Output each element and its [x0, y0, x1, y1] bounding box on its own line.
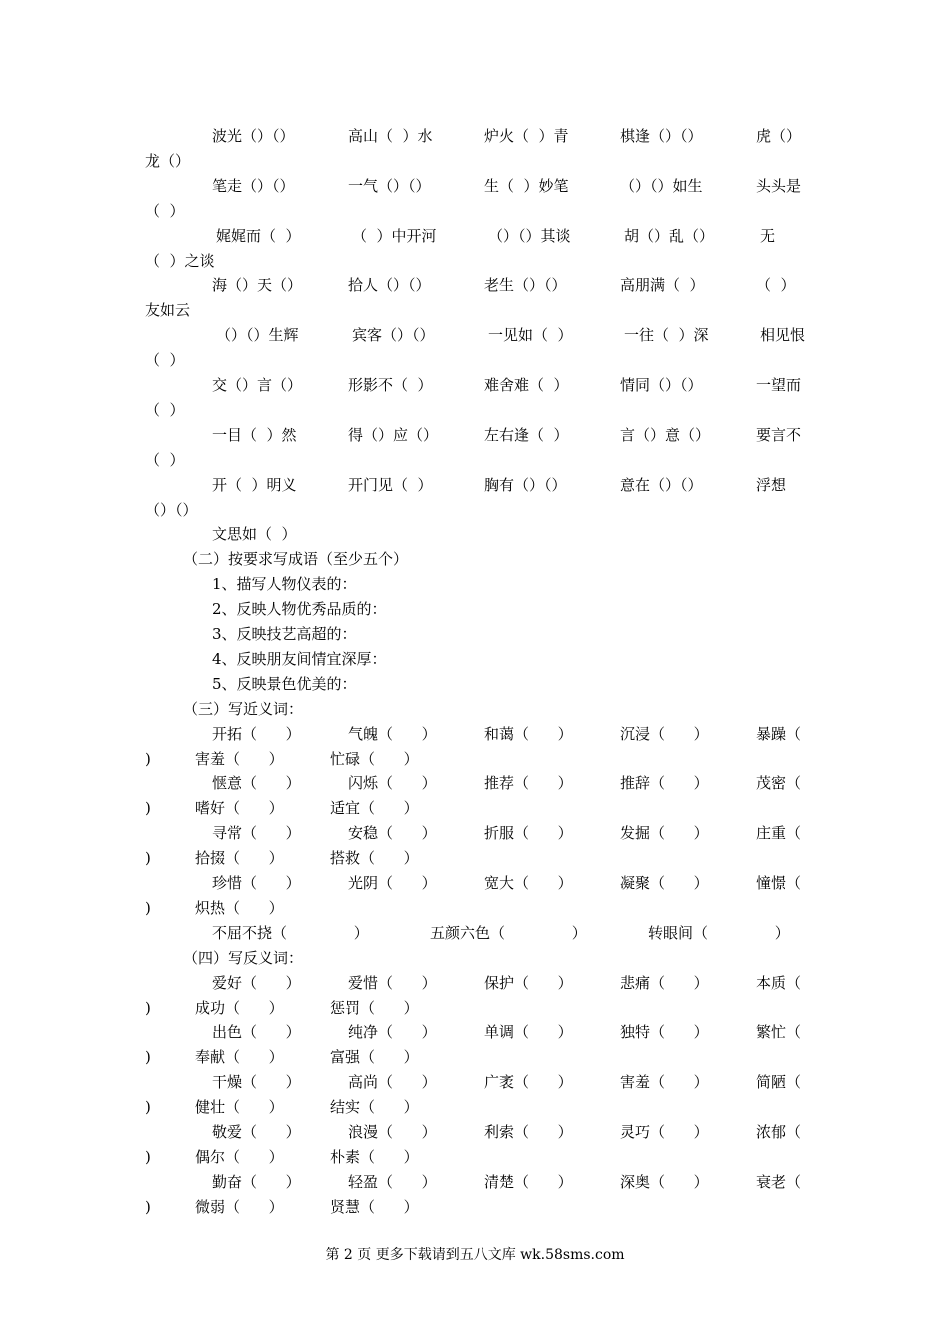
- antonym-row-continuation: [0, 1046, 950, 1068]
- idiom-blank: 高山（ ）水: [348, 127, 433, 145]
- synonym-row: [0, 872, 950, 894]
- idiom-blank: 交（）言（）: [212, 376, 303, 394]
- idiom-blank: 意在（）（）: [620, 476, 703, 494]
- idiom-row: [0, 274, 950, 296]
- idiom-blank: 笔走（）（）: [212, 177, 295, 195]
- idiom-row: [0, 523, 950, 545]
- section-4-title: （四）写反义词：: [183, 949, 304, 967]
- idiom-blank: （ ）中开河: [352, 227, 437, 245]
- idiom-blank: 拾人（）（）: [348, 276, 431, 294]
- idiom-blank: 无: [760, 227, 776, 245]
- idiom-blank: 相见恨: [760, 326, 806, 344]
- synonym-blank: 沉浸（ ）: [620, 725, 709, 743]
- antonym-blank: 结实（ ）: [330, 1098, 419, 1116]
- synonym-blank: 安稳（ ）: [348, 824, 437, 842]
- page-footer: 第 2 页 更多下载请到五八文库 wk.58sms.com: [325, 1247, 625, 1263]
- synonym-blank: 推辞（ ）: [620, 774, 709, 792]
- idiom-blank: 虎（）: [756, 127, 802, 145]
- antonym-row: [0, 1071, 950, 1093]
- requirement-item: [0, 598, 950, 620]
- antonym-row: [0, 1171, 950, 1193]
- synonym-blank: 寻常（ ）: [212, 824, 301, 842]
- idiom-blank: 开（ ）明义: [212, 476, 297, 494]
- antonym-blank: 贤慧（ ）: [330, 1198, 419, 1216]
- antonym-blank: 广袤（ ）: [484, 1073, 573, 1091]
- idiom-blank: 形影不（ ）: [348, 376, 433, 394]
- synonym-blank: 茂密（: [756, 774, 802, 792]
- idiom-blank: 胸有（）（）: [484, 476, 567, 494]
- antonym-blank: 保护（ ）: [484, 974, 573, 992]
- idiom-blank: 头头是: [756, 177, 802, 195]
- idiom-blank: 胡（）乱（）: [624, 227, 715, 245]
- idiom-blank: 开门见（ ）: [348, 476, 433, 494]
- idiom-blank: 浮想: [756, 476, 787, 494]
- antonym-blank: 独特（ ）: [620, 1023, 709, 1041]
- idiom-row: [0, 175, 950, 197]
- synonym-blank: 适宜（ ）: [330, 799, 419, 817]
- antonym-row-continuation: [0, 1096, 950, 1118]
- idiom-blank-wrap: （ ）: [145, 351, 185, 369]
- idiom-blank: 宾客（）（）: [352, 326, 435, 344]
- requirement-text: 1、描写人物仪表的：: [212, 575, 357, 593]
- synonym-blank: 凝聚（ ）: [620, 874, 709, 892]
- idiom-row: [0, 374, 950, 396]
- antonym-row-continuation: [0, 1146, 950, 1168]
- synonym-row: [0, 822, 950, 844]
- idiom-row-continuation: [0, 399, 950, 421]
- antonym-blank: 繁忙（: [756, 1023, 802, 1041]
- antonym-blank: 奉献（ ）: [195, 1048, 284, 1066]
- antonym-row: [0, 972, 950, 994]
- synonym-blank: 不屈不挠（ ）: [212, 924, 369, 942]
- antonym-blank: 惩罚（ ）: [330, 999, 419, 1017]
- synonym-blank: 光阴（ ）: [348, 874, 437, 892]
- synonym-blank: ): [145, 849, 151, 867]
- antonym-blank: 深奥（ ）: [620, 1173, 709, 1191]
- antonym-blank: 偶尔（ ）: [195, 1148, 284, 1166]
- idiom-row-continuation: [0, 349, 950, 371]
- synonym-blank: 推荐（ ）: [484, 774, 573, 792]
- idiom-row: [0, 424, 950, 446]
- idiom-blank: 海（）天（）: [212, 276, 303, 294]
- requirement-text: 2、反映人物优秀品质的：: [212, 600, 387, 618]
- idiom-blank: （）（）生辉: [216, 326, 299, 344]
- antonym-blank: 清楚（ ）: [484, 1173, 573, 1191]
- idiom-blank: 一望而: [756, 376, 802, 394]
- idiom-blank-wrap: （ ）: [145, 401, 185, 419]
- synonym-blank: 庄重（: [756, 824, 802, 842]
- requirement-item: [0, 573, 950, 595]
- antonym-blank: 富强（ ）: [330, 1048, 419, 1066]
- synonym-blank: 害羞（ ）: [195, 750, 284, 768]
- idiom-blank: 娓娓而（ ）: [216, 227, 301, 245]
- idiom-row: [0, 324, 950, 346]
- idiom-blank-wrap: （ ）之谈: [145, 252, 215, 270]
- synonym-blank: 搭救（ ）: [330, 849, 419, 867]
- idiom-blank: 得（）应（）: [348, 426, 439, 444]
- requirement-text: 5、反映景色优美的：: [212, 675, 357, 693]
- idiom-blank: （ ）: [756, 276, 796, 294]
- idiom-blank: 一目（ ）然: [212, 426, 297, 444]
- idiom-blank: （）（）如生: [620, 177, 703, 195]
- synonym-blank: 气魄（ ）: [348, 725, 437, 743]
- synonym-blank: 炽热（ ）: [195, 899, 284, 917]
- idiom-row-continuation: [0, 150, 950, 172]
- idiom-blank: 文思如（ ）: [212, 525, 297, 543]
- antonym-blank: 出色（ ）: [212, 1023, 301, 1041]
- antonym-blank: 朴素（ ）: [330, 1148, 419, 1166]
- antonym-blank: 纯净（ ）: [348, 1023, 437, 1041]
- idiom-blank-wrap: 友如云: [145, 301, 191, 319]
- synonym-blank: 嗜好（ ）: [195, 799, 284, 817]
- idiom-row-continuation: [0, 200, 950, 222]
- requirement-item: [0, 648, 950, 670]
- synonym-blank: 拾掇（ ）: [195, 849, 284, 867]
- section-title: [0, 698, 950, 720]
- synonym-row-continuation: [0, 847, 950, 869]
- antonym-blank: ): [145, 1098, 151, 1116]
- section-title: [0, 947, 950, 969]
- synonym-row-continuation: [0, 748, 950, 770]
- idiom-row-continuation: [0, 499, 950, 521]
- antonym-blank: 浓郁（: [756, 1123, 802, 1141]
- antonym-blank: 单调（ ）: [484, 1023, 573, 1041]
- antonym-blank: 敬爱（ ）: [212, 1123, 301, 1141]
- requirement-text: 3、反映技艺高超的：: [212, 625, 357, 643]
- antonym-blank: ): [145, 1148, 151, 1166]
- antonym-blank: 简陋（: [756, 1073, 802, 1091]
- idiom-row-continuation: [0, 449, 950, 471]
- requirement-item: [0, 673, 950, 695]
- idiom-row-continuation: [0, 299, 950, 321]
- idiom-blank: 一往（ ）深: [624, 326, 709, 344]
- synonym-extra-row: [0, 922, 950, 944]
- idiom-blank: 情同（）（）: [620, 376, 703, 394]
- idiom-blank: 棋逢（）（）: [620, 127, 703, 145]
- antonym-row: [0, 1021, 950, 1043]
- antonym-blank: 利索（ ）: [484, 1123, 573, 1141]
- idiom-row: [0, 125, 950, 147]
- idiom-blank: 炉火（ ）青: [484, 127, 569, 145]
- antonym-blank: 干燥（ ）: [212, 1073, 301, 1091]
- synonym-blank: 宽大（ ）: [484, 874, 573, 892]
- section-title: [0, 548, 950, 570]
- synonym-blank: 惬意（ ）: [212, 774, 301, 792]
- synonym-blank: 转眼间（ ）: [648, 924, 790, 942]
- idiom-row-continuation: [0, 250, 950, 272]
- antonym-blank: ): [145, 1048, 151, 1066]
- section-2-title: （二）按要求写成语（至少五个）: [183, 550, 409, 568]
- synonym-blank: 珍惜（ ）: [212, 874, 301, 892]
- idiom-blank: 高朋满（ ）: [620, 276, 705, 294]
- antonym-row: [0, 1121, 950, 1143]
- synonym-row: [0, 723, 950, 745]
- synonym-blank: ): [145, 799, 151, 817]
- antonym-blank: 灵巧（ ）: [620, 1123, 709, 1141]
- idiom-blank: 左右逢（ ）: [484, 426, 569, 444]
- synonym-blank: 暴躁（: [756, 725, 802, 743]
- idiom-blank-wrap: 龙（）: [145, 152, 191, 170]
- antonym-blank: 浪漫（ ）: [348, 1123, 437, 1141]
- synonym-row: [0, 772, 950, 794]
- antonym-blank: 害羞（ ）: [620, 1073, 709, 1091]
- antonym-blank: 悲痛（ ）: [620, 974, 709, 992]
- antonym-blank: ): [145, 999, 151, 1017]
- synonym-blank: 五颜六色（ ）: [430, 924, 587, 942]
- synonym-blank: 闪烁（ ）: [348, 774, 437, 792]
- synonym-blank: 憧憬（: [756, 874, 802, 892]
- antonym-blank: 衰老（: [756, 1173, 802, 1191]
- antonym-blank: 勤奋（ ）: [212, 1173, 301, 1191]
- idiom-blank: 一气（）（）: [348, 177, 431, 195]
- antonym-blank: 轻盈（ ）: [348, 1173, 437, 1191]
- antonym-blank: 爱好（ ）: [212, 974, 301, 992]
- synonym-row-continuation: [0, 797, 950, 819]
- antonym-blank: 成功（ ）: [195, 999, 284, 1017]
- synonym-blank: 折服（ ）: [484, 824, 573, 842]
- requirement-text: 4、反映朋友间情宜深厚：: [212, 650, 387, 668]
- idiom-row: [0, 474, 950, 496]
- antonym-blank: 高尚（ ）: [348, 1073, 437, 1091]
- idiom-blank: 生（ ）妙笔: [484, 177, 569, 195]
- antonym-blank: 本质（: [756, 974, 802, 992]
- section-3-title: （三）写近义词：: [183, 700, 304, 718]
- idiom-blank-wrap: （ ）: [145, 451, 185, 469]
- synonym-blank: 发掘（ ）: [620, 824, 709, 842]
- requirement-item: [0, 623, 950, 645]
- antonym-row-continuation: [0, 997, 950, 1019]
- synonym-row-continuation: [0, 897, 950, 919]
- idiom-blank-wrap: （）（）: [145, 501, 198, 519]
- antonym-blank: ): [145, 1198, 151, 1216]
- idiom-blank: （）（）其谈: [488, 227, 571, 245]
- idiom-blank: 要言不: [756, 426, 802, 444]
- antonym-blank: 健壮（ ）: [195, 1098, 284, 1116]
- idiom-blank: 波光（）（）: [212, 127, 295, 145]
- idiom-blank: 难舍难（ ）: [484, 376, 569, 394]
- idiom-blank: 老生（）（）: [484, 276, 567, 294]
- idiom-blank: 一见如（ ）: [488, 326, 573, 344]
- synonym-blank: 开拓（ ）: [212, 725, 301, 743]
- synonym-blank: ): [145, 899, 151, 917]
- antonym-blank: 微弱（ ）: [195, 1198, 284, 1216]
- antonym-row-continuation: [0, 1196, 950, 1218]
- idiom-row: [0, 225, 950, 247]
- idiom-blank-wrap: （ ）: [145, 202, 185, 220]
- synonym-blank: 忙碌（ ）: [330, 750, 419, 768]
- antonym-blank: 爱惜（ ）: [348, 974, 437, 992]
- synonym-blank: ): [145, 750, 151, 768]
- synonym-blank: 和蔼（ ）: [484, 725, 573, 743]
- idiom-blank: 言（）意（）: [620, 426, 711, 444]
